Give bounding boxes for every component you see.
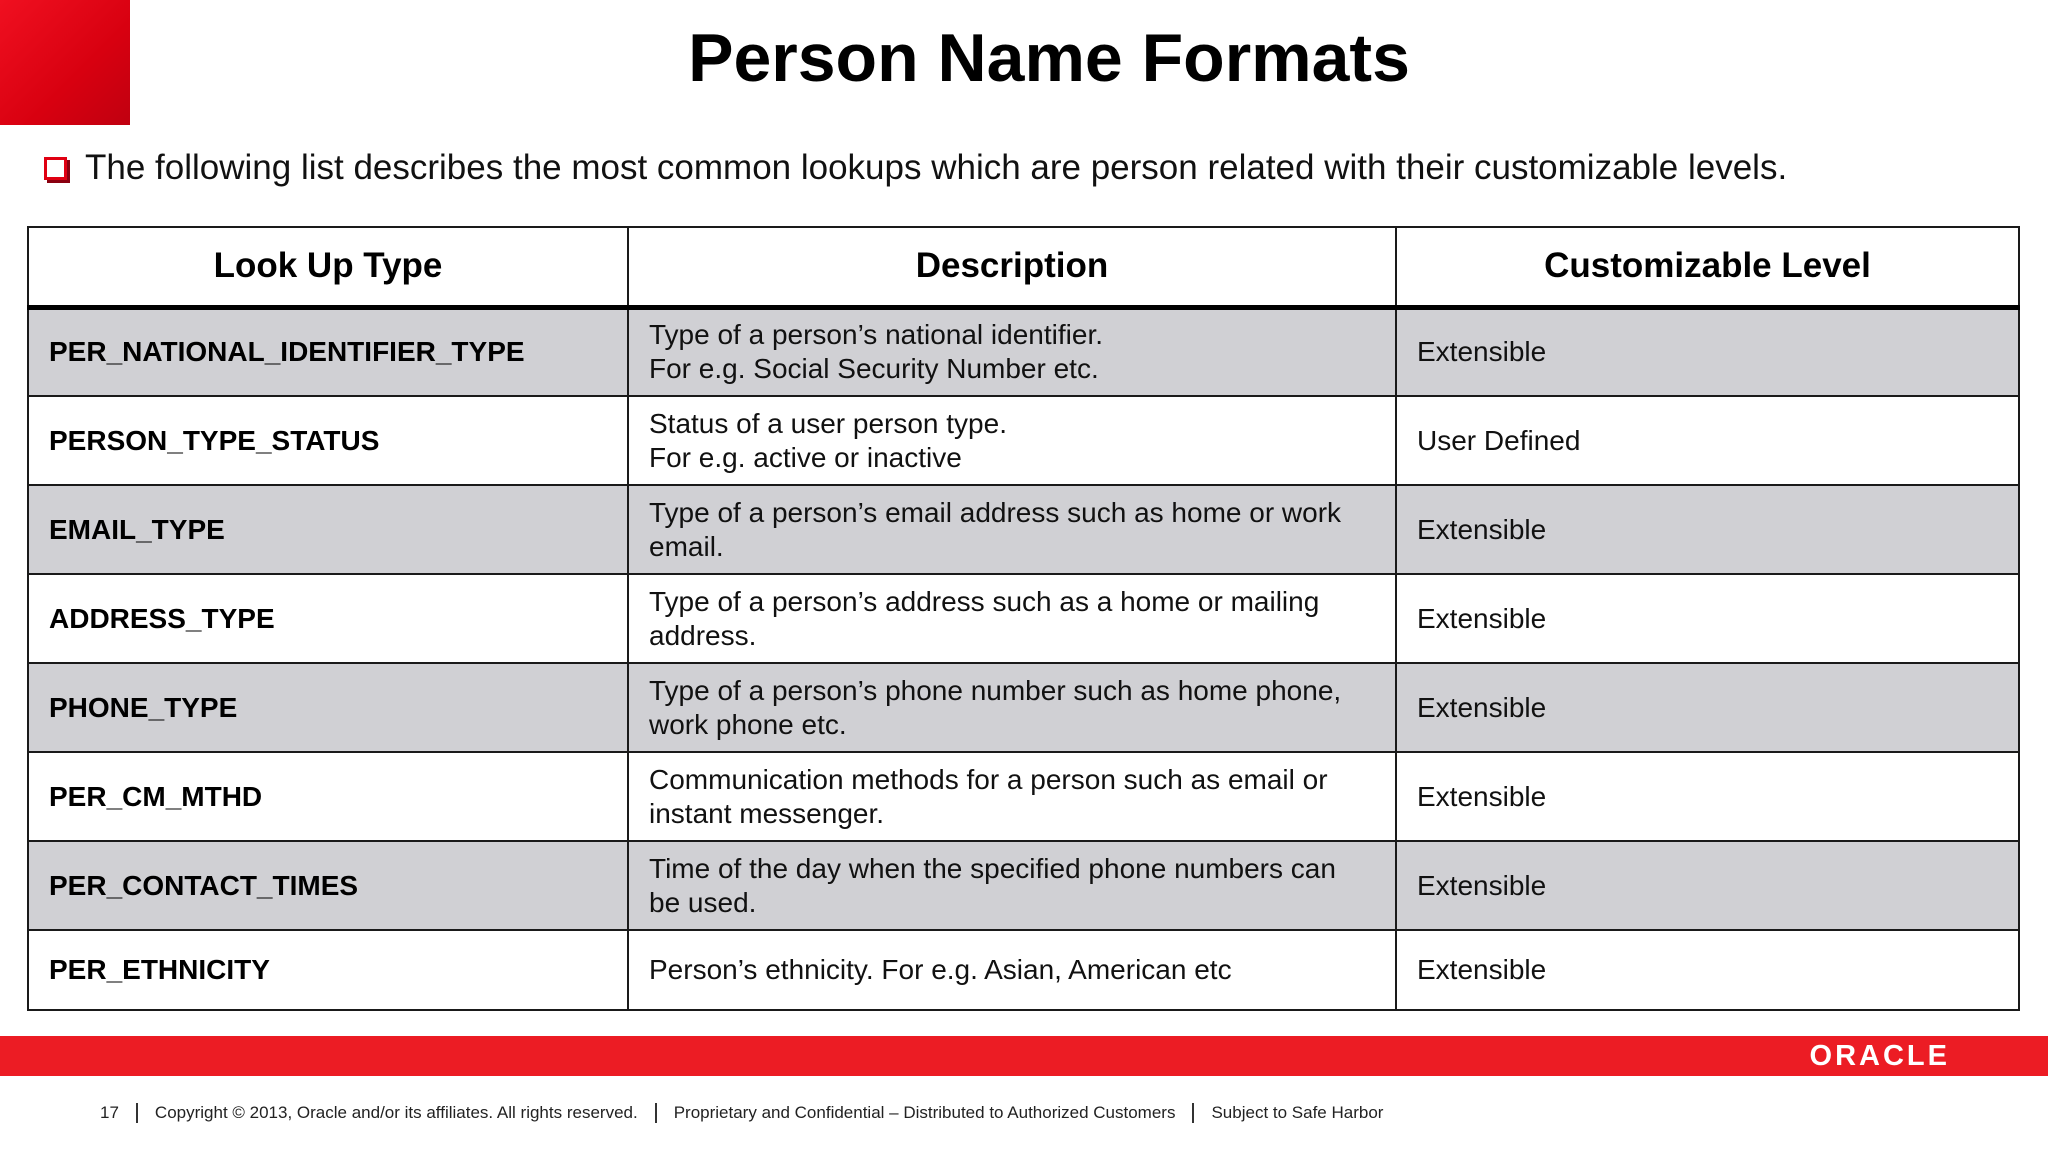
- footer-separator: [655, 1103, 657, 1123]
- table-row: [28, 663, 2019, 752]
- description-line: For e.g. Social Security Number etc.: [649, 353, 1099, 385]
- description-line: address.: [649, 619, 757, 651]
- table-row: [28, 574, 2019, 663]
- lookup-type-cell: PERSON_TYPE_STATUS: [28, 396, 628, 485]
- footer-separator: [136, 1103, 138, 1123]
- customizable-level-cell: Extensible: [1396, 307, 2019, 396]
- copyright-text: Copyright © 2013, Oracle and/or its affiliates. All rights reserved.: [154, 1103, 638, 1122]
- lookup-type-cell: PER_ETHNICITY: [28, 930, 628, 1010]
- description-cell: [628, 752, 1396, 841]
- table-header-row: [28, 227, 2019, 307]
- table-row: [28, 752, 2019, 841]
- description-line: Type of a person’s email address such as home or work: [649, 496, 1342, 528]
- description-line: For e.g. active or inactive: [649, 441, 962, 473]
- description-cell: [628, 930, 1396, 1010]
- header-lookup-type: Look Up Type: [28, 227, 628, 307]
- description-line: Type of a person’s address such as a home or mailing: [649, 585, 1320, 617]
- description-line: be used.: [649, 886, 757, 918]
- intro-text: The following list describes the most common lookups which are person related with their customizable levels.: [85, 148, 1788, 187]
- customizable-level-cell: Extensible: [1396, 841, 2019, 930]
- customizable-level-cell: Extensible: [1396, 485, 2019, 574]
- customizable-level-cell: Extensible: [1396, 574, 2019, 663]
- table-row: [28, 930, 2019, 1010]
- description-line: email.: [649, 530, 724, 562]
- description-cell: [628, 574, 1396, 663]
- lookup-type-cell: PER_CONTACT_TIMES: [28, 841, 628, 930]
- lookup-type-cell: PER_NATIONAL_IDENTIFIER_TYPE: [28, 307, 628, 396]
- description-cell: [628, 663, 1396, 752]
- table-row: [28, 307, 2019, 396]
- lookup-type-cell: EMAIL_TYPE: [28, 485, 628, 574]
- page-number: 17: [100, 1103, 119, 1122]
- header-description: Description: [628, 227, 1396, 307]
- confidential-text: Proprietary and Confidential – Distributed to Authorized Customers: [673, 1103, 1176, 1122]
- customizable-level-cell: Extensible: [1396, 663, 2019, 752]
- footer-red-band: [0, 1036, 2048, 1076]
- footer: [100, 1103, 1383, 1123]
- description-line: Type of a person’s national identifier.: [649, 319, 1104, 351]
- description-line: Person’s ethnicity. For e.g. Asian, American etc: [649, 954, 1232, 985]
- customizable-level-cell: Extensible: [1396, 930, 2019, 1010]
- description-line: work phone etc.: [649, 708, 847, 740]
- customizable-level-cell: User Defined: [1396, 396, 2019, 485]
- oracle-logo: ORACLE: [1809, 1040, 1950, 1072]
- page-title: Person Name Formats: [688, 20, 1410, 96]
- lookup-type-cell: PER_CM_MTHD: [28, 752, 628, 841]
- description-line: Status of a user person type.: [649, 407, 1007, 439]
- description-line: instant messenger.: [649, 797, 885, 829]
- description-cell: [628, 485, 1396, 574]
- intro-bullet: [44, 148, 1787, 188]
- square-bullet-icon: [44, 157, 67, 180]
- table-row: [28, 485, 2019, 574]
- description-line: Communication methods for a person such as email or: [649, 763, 1328, 795]
- table-row: [28, 841, 2019, 930]
- lookup-table: [27, 226, 2020, 1011]
- header-customizable-level: Customizable Level: [1396, 227, 2019, 307]
- customizable-level-cell: Extensible: [1396, 752, 2019, 841]
- safe-harbor-text: Subject to Safe Harbor: [1211, 1103, 1384, 1122]
- lookup-type-cell: PHONE_TYPE: [28, 663, 628, 752]
- description-cell: [628, 396, 1396, 485]
- description-line: Type of a person’s phone number such as home phone,: [649, 674, 1342, 706]
- footer-separator: [1192, 1103, 1194, 1123]
- description-cell: [628, 307, 1396, 396]
- description-cell: [628, 841, 1396, 930]
- lookup-type-cell: ADDRESS_TYPE: [28, 574, 628, 663]
- description-line: Time of the day when the specified phone numbers can: [649, 852, 1336, 884]
- table-row: [28, 396, 2019, 485]
